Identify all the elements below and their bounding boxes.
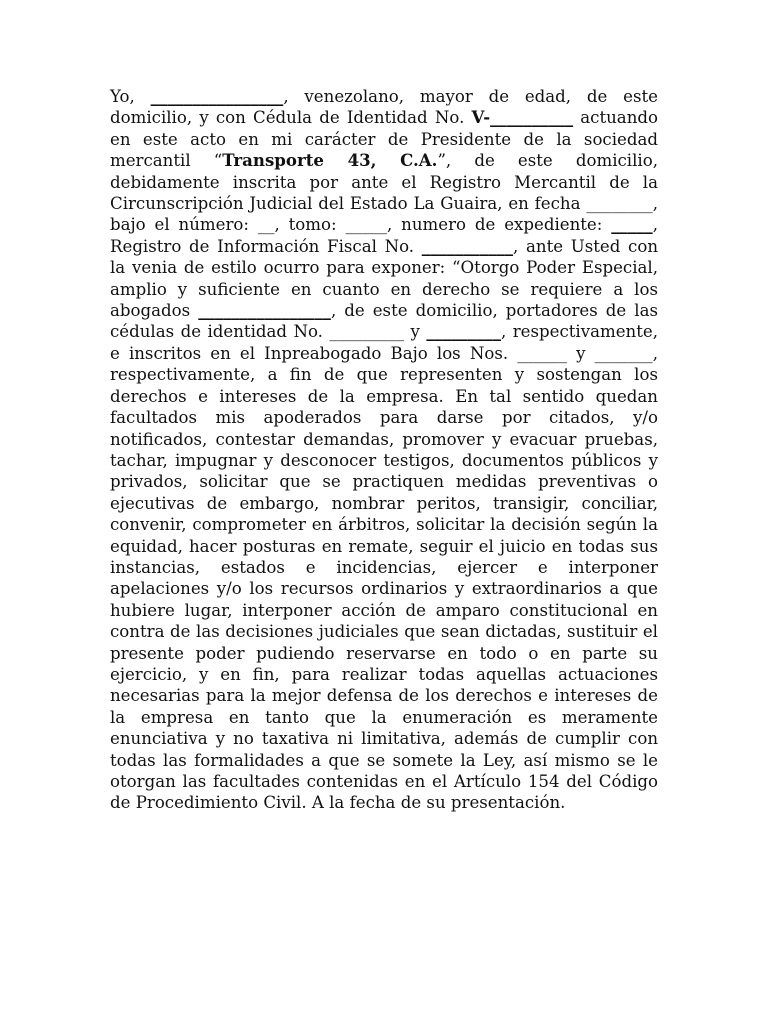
id-prefix: V- [471,107,491,128]
cedula-blank: _________ [426,321,502,342]
lawyers-blank: ________________ [198,300,331,321]
text-segment: , de este domicilio, portadores de las cédulas de identidad No. _________ y [110,301,658,342]
document-page [110,86,658,814]
rif-blank: ___________ [421,235,514,256]
power-of-attorney-paragraph [110,86,658,814]
id-blank: __________ [490,107,574,128]
name-blank: ________________ [150,86,284,106]
text-segment: , respectivamente, e inscritos en el Inpreabogado Bajo los Nos. ______ y _______, respectivamente, a fin de que representen y sostengan los derechos e intereses de la empresa. En tal sentido quedan facultados mis apoderados para darse por citados, y/o notificados, contestar demandas, promover y evacuar pruebas, tachar, impugnar y desconocer testigos, documentos públicos y privados, solicitar que se practiquen medidas preventivas o ejecutivas de embargo, nombrar peritos, transigir, conciliar, convenir, comprometer en árbitros, solicitar la decisión según la equidad, hacer posturas en remate, seguir el juicio en todas sus instancias, estados e incidencias, ejercer e interponer apelaciones y/o los recursos ordinarios y extraordinarios a que hubiere lugar, interponer acción de amparo constitucional en contra de las decisiones judiciales que sean dictadas, sustituir el presente poder pudiendo reservarse en todo o en parte su ejercicio, y en fin, para realizar todas aquellas actuaciones necesarias para la mejor defensa de los derechos e intereses de la empresa en tanto que la enumeración es meramente enunciativa y no taxativa ni limitativa, además de cumplir con todas las formalidades a que se somete la Ley, así mismo se le otorgan las facultades contenidas en el Artículo 154 del Código de Procedimiento Civil. A la fecha de su presentación. [110,322,658,813]
company-name: Transporte 43, C.A. [222,150,438,171]
text-segment: , ante Usted con la venia de estilo ocurro para exponer: “Otorgo Poder Especial, amplio y suficiente en cuanto en derecho se requiere a los abogados [110,236,659,321]
text-segment: actuando en este acto en mi carácter de Presidente de la sociedad mercantil “ [110,108,658,171]
text-segment: Yo, [110,87,151,106]
text-segment: , venezolano, mayor de edad, de este domicilio, y con Cédula de Identidad No. [110,87,658,128]
expediente-blank: _____ [611,214,653,235]
text-segment: ”, de este domicilio, debidamente inscrita por ante el Registro Mercantil de la Circunscripción Judicial del Estado La Guaira, en fecha ________, bajo el número: __, tomo: _____, numero de expediente: [110,151,658,235]
text-segment: , Registro de Información Fiscal No. [110,215,658,256]
